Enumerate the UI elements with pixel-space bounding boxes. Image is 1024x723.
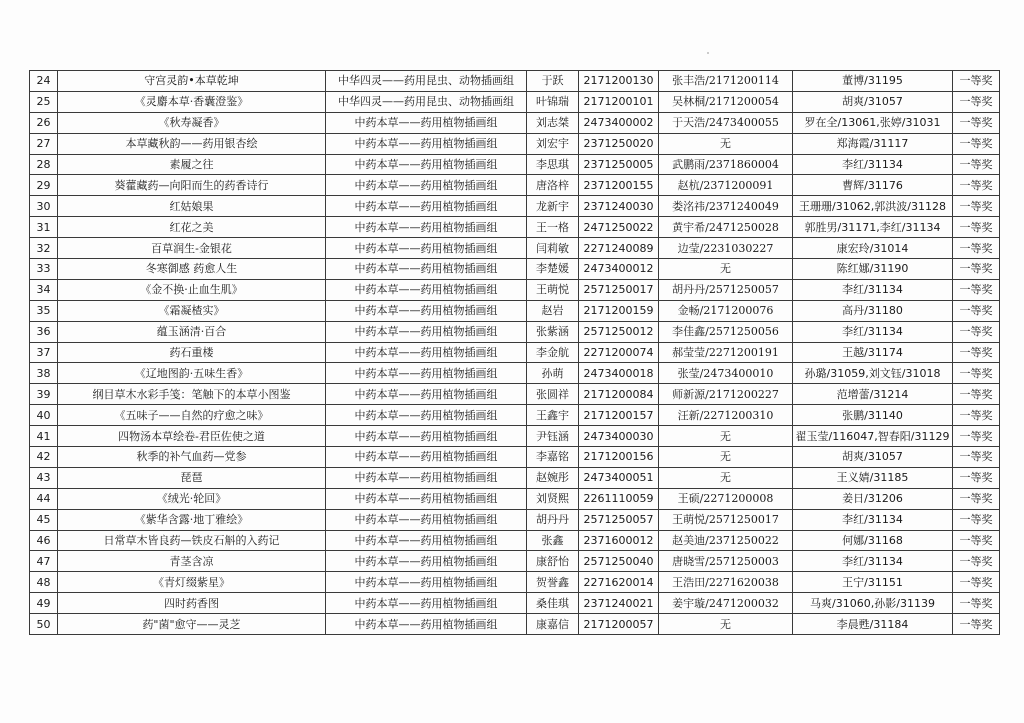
work-title-cell: 四时药香图 xyxy=(58,593,326,614)
work-title-cell: 冬寒御感 药愈人生 xyxy=(58,259,326,280)
work-title-cell: 《秋寿凝香》 xyxy=(58,112,326,133)
category-cell: 中药本草——药用植物插画组 xyxy=(326,196,527,217)
row-number-cell: 49 xyxy=(30,593,58,614)
table-body xyxy=(30,71,1000,635)
award-level-cell: 一等奖 xyxy=(953,238,1000,259)
team-members-cell: 吴林桐/2171200054 xyxy=(659,91,793,112)
award-level-cell: 一等奖 xyxy=(953,363,1000,384)
table-row xyxy=(30,133,1000,154)
team-members-cell: 张莹/2473400010 xyxy=(659,363,793,384)
category-cell: 中药本草——药用植物插画组 xyxy=(326,384,527,405)
student-id-cell: 2271620014 xyxy=(579,572,659,593)
work-title-cell: 琵琶 xyxy=(58,467,326,488)
team-members-cell: 赵杭/2371200091 xyxy=(659,175,793,196)
student-name-cell: 叶锦瑞 xyxy=(527,91,579,112)
student-id-cell: 2571250017 xyxy=(579,279,659,300)
table-row xyxy=(30,363,1000,384)
category-cell: 中药本草——药用植物插画组 xyxy=(326,405,527,426)
work-title-cell: 《辽地图韵·五味生香》 xyxy=(58,363,326,384)
award-level-cell: 一等奖 xyxy=(953,217,1000,238)
work-title-cell: 秋季的补气血药—党参 xyxy=(58,447,326,468)
advisor-cell: 高丹/31180 xyxy=(793,300,953,321)
student-name-cell: 孙萌 xyxy=(527,363,579,384)
work-title-cell: 四物汤本草绘卷-君臣佐使之道 xyxy=(58,426,326,447)
award-level-cell: 一等奖 xyxy=(953,467,1000,488)
award-level-cell: 一等奖 xyxy=(953,91,1000,112)
student-id-cell: 2571250040 xyxy=(579,551,659,572)
team-members-cell: 王萌悦/2571250017 xyxy=(659,509,793,530)
row-number-cell: 36 xyxy=(30,321,58,342)
student-id-cell: 2371250020 xyxy=(579,133,659,154)
work-title-cell: 日常草木皆良药—铁皮石斛的入药记 xyxy=(58,530,326,551)
advisor-cell: 孙璐/31059,刘文钰/31018 xyxy=(793,363,953,384)
student-id-cell: 2473400002 xyxy=(579,112,659,133)
table-row xyxy=(30,238,1000,259)
category-cell: 中药本草——药用植物插画组 xyxy=(326,488,527,509)
student-name-cell: 刘贤熙 xyxy=(527,488,579,509)
student-name-cell: 康舒怡 xyxy=(527,551,579,572)
award-level-cell: 一等奖 xyxy=(953,196,1000,217)
student-name-cell: 龙新宇 xyxy=(527,196,579,217)
award-level-cell: 一等奖 xyxy=(953,154,1000,175)
advisor-cell: 董博/31195 xyxy=(793,71,953,92)
row-number-cell: 25 xyxy=(30,91,58,112)
work-title-cell: 《绒光·轮回》 xyxy=(58,488,326,509)
team-members-cell: 郝莹莹/2271200191 xyxy=(659,342,793,363)
table-row xyxy=(30,426,1000,447)
student-name-cell: 李嘉铭 xyxy=(527,447,579,468)
team-members-cell: 唐晓雪/2571250003 xyxy=(659,551,793,572)
advisor-cell: 王义婧/31185 xyxy=(793,467,953,488)
advisor-cell: 姜日/31206 xyxy=(793,488,953,509)
team-members-cell: 张丰浩/2171200114 xyxy=(659,71,793,92)
student-name-cell: 闫莉敏 xyxy=(527,238,579,259)
advisor-cell: 范增蕾/31214 xyxy=(793,384,953,405)
advisor-cell: 何娜/31168 xyxy=(793,530,953,551)
student-name-cell: 尹钰涵 xyxy=(527,426,579,447)
row-number-cell: 31 xyxy=(30,217,58,238)
advisor-cell: 曹辉/31176 xyxy=(793,175,953,196)
row-number-cell: 38 xyxy=(30,363,58,384)
student-id-cell: 2371200155 xyxy=(579,175,659,196)
work-title-cell: 本草藏秋韵——药用银杏绘 xyxy=(58,133,326,154)
advisor-cell: 张鹏/31140 xyxy=(793,405,953,426)
student-name-cell: 王一格 xyxy=(527,217,579,238)
team-members-cell: 汪新/2271200310 xyxy=(659,405,793,426)
category-cell: 中药本草——药用植物插画组 xyxy=(326,217,527,238)
advisor-cell: 王越/31174 xyxy=(793,342,953,363)
student-name-cell: 刘志桀 xyxy=(527,112,579,133)
award-level-cell: 一等奖 xyxy=(953,384,1000,405)
student-name-cell: 张鑫 xyxy=(527,530,579,551)
work-title-cell: 《紫华含露·地丁雅绘》 xyxy=(58,509,326,530)
row-number-cell: 42 xyxy=(30,447,58,468)
category-cell: 中药本草——药用植物插画组 xyxy=(326,238,527,259)
table-row xyxy=(30,530,1000,551)
row-number-cell: 37 xyxy=(30,342,58,363)
advisor-cell: 胡爽/31057 xyxy=(793,91,953,112)
award-level-cell: 一等奖 xyxy=(953,321,1000,342)
work-title-cell: 纲目草木水彩手笺：笔触下的本草小图鉴 xyxy=(58,384,326,405)
work-title-cell: 红姑娘果 xyxy=(58,196,326,217)
team-members-cell: 赵美迪/2371250022 xyxy=(659,530,793,551)
category-cell: 中药本草——药用植物插画组 xyxy=(326,112,527,133)
row-number-cell: 45 xyxy=(30,509,58,530)
advisor-cell: 马爽/31060,孙影/31139 xyxy=(793,593,953,614)
award-level-cell: 一等奖 xyxy=(953,300,1000,321)
row-number-cell: 28 xyxy=(30,154,58,175)
work-title-cell: 百草润生-金银花 xyxy=(58,238,326,259)
advisor-cell: 李红/31134 xyxy=(793,321,953,342)
student-id-cell: 2473400018 xyxy=(579,363,659,384)
advisor-cell: 李红/31134 xyxy=(793,509,953,530)
team-members-cell: 王硕/2271200008 xyxy=(659,488,793,509)
row-number-cell: 29 xyxy=(30,175,58,196)
student-id-cell: 2261110059 xyxy=(579,488,659,509)
team-members-cell: 黄宇希/2471250028 xyxy=(659,217,793,238)
table-row xyxy=(30,112,1000,133)
work-title-cell: 素履之往 xyxy=(58,154,326,175)
award-level-cell: 一等奖 xyxy=(953,426,1000,447)
student-name-cell: 李金航 xyxy=(527,342,579,363)
student-name-cell: 赵岩 xyxy=(527,300,579,321)
table-row xyxy=(30,175,1000,196)
award-level-cell: 一等奖 xyxy=(953,488,1000,509)
work-title-cell: 药石重楼 xyxy=(58,342,326,363)
student-name-cell: 唐洛梓 xyxy=(527,175,579,196)
team-members-cell: 无 xyxy=(659,614,793,635)
row-number-cell: 26 xyxy=(30,112,58,133)
table-row xyxy=(30,614,1000,635)
student-name-cell: 张圆祥 xyxy=(527,384,579,405)
category-cell: 中药本草——药用植物插画组 xyxy=(326,342,527,363)
category-cell: 中药本草——药用植物插画组 xyxy=(326,614,527,635)
award-level-cell: 一等奖 xyxy=(953,551,1000,572)
work-title-cell: 《金不换·止血生肌》 xyxy=(58,279,326,300)
award-level-cell: 一等奖 xyxy=(953,342,1000,363)
award-level-cell: 一等奖 xyxy=(953,614,1000,635)
row-number-cell: 32 xyxy=(30,238,58,259)
category-cell: 中药本草——药用植物插画组 xyxy=(326,133,527,154)
student-id-cell: 2171200057 xyxy=(579,614,659,635)
student-name-cell: 刘宏宇 xyxy=(527,133,579,154)
student-id-cell: 2371240021 xyxy=(579,593,659,614)
category-cell: 中药本草——药用植物插画组 xyxy=(326,154,527,175)
student-name-cell: 王萌悦 xyxy=(527,279,579,300)
row-number-cell: 34 xyxy=(30,279,58,300)
team-members-cell: 师新源/2171200227 xyxy=(659,384,793,405)
student-id-cell: 2171200101 xyxy=(579,91,659,112)
category-cell: 中华四灵——药用昆虫、动物插画组 xyxy=(326,71,527,92)
student-id-cell: 2371250005 xyxy=(579,154,659,175)
advisor-cell: 康宏玲/31014 xyxy=(793,238,953,259)
row-number-cell: 27 xyxy=(30,133,58,154)
team-members-cell: 无 xyxy=(659,133,793,154)
row-number-cell: 30 xyxy=(30,196,58,217)
table-row xyxy=(30,259,1000,280)
work-title-cell: 红花之美 xyxy=(58,217,326,238)
category-cell: 中药本草——药用植物插画组 xyxy=(326,279,527,300)
table-row xyxy=(30,447,1000,468)
team-members-cell: 武鹏雨/2371860004 xyxy=(659,154,793,175)
table-row xyxy=(30,572,1000,593)
student-name-cell: 于跃 xyxy=(527,71,579,92)
category-cell: 中药本草——药用植物插画组 xyxy=(326,300,527,321)
category-cell: 中药本草——药用植物插画组 xyxy=(326,426,527,447)
advisor-cell: 胡爽/31057 xyxy=(793,447,953,468)
award-level-cell: 一等奖 xyxy=(953,530,1000,551)
team-members-cell: 无 xyxy=(659,259,793,280)
advisor-cell: 郭胜男/31171,李红/31134 xyxy=(793,217,953,238)
team-members-cell: 无 xyxy=(659,467,793,488)
work-title-cell: 《五味子——自然的疗愈之味》 xyxy=(58,405,326,426)
award-table xyxy=(29,70,1000,635)
advisor-cell: 郑海霞/31117 xyxy=(793,133,953,154)
table-row xyxy=(30,154,1000,175)
table-row xyxy=(30,71,1000,92)
category-cell: 中药本草——药用植物插画组 xyxy=(326,530,527,551)
team-members-cell: 李佳鑫/2571250056 xyxy=(659,321,793,342)
team-members-cell: 无 xyxy=(659,447,793,468)
category-cell: 中药本草——药用植物插画组 xyxy=(326,363,527,384)
award-level-cell: 一等奖 xyxy=(953,112,1000,133)
award-level-cell: 一等奖 xyxy=(953,175,1000,196)
award-level-cell: 一等奖 xyxy=(953,259,1000,280)
student-name-cell: 王鑫宇 xyxy=(527,405,579,426)
student-id-cell: 2171200159 xyxy=(579,300,659,321)
advisor-cell: 陈红娜/31190 xyxy=(793,259,953,280)
row-number-cell: 41 xyxy=(30,426,58,447)
award-level-cell: 一等奖 xyxy=(953,447,1000,468)
team-members-cell: 胡丹丹/2571250057 xyxy=(659,279,793,300)
table-row xyxy=(30,488,1000,509)
award-level-cell: 一等奖 xyxy=(953,593,1000,614)
category-cell: 中药本草——药用植物插画组 xyxy=(326,259,527,280)
award-level-cell: 一等奖 xyxy=(953,405,1000,426)
student-name-cell: 李楚媛 xyxy=(527,259,579,280)
table-row xyxy=(30,342,1000,363)
work-title-cell: 青茎含凉 xyxy=(58,551,326,572)
award-level-cell: 一等奖 xyxy=(953,509,1000,530)
student-id-cell: 2473400051 xyxy=(579,467,659,488)
table-row xyxy=(30,467,1000,488)
student-name-cell: 桑佳琪 xyxy=(527,593,579,614)
row-number-cell: 40 xyxy=(30,405,58,426)
student-id-cell: 2171200084 xyxy=(579,384,659,405)
row-number-cell: 50 xyxy=(30,614,58,635)
table-row xyxy=(30,384,1000,405)
row-number-cell: 24 xyxy=(30,71,58,92)
category-cell: 中药本草——药用植物插画组 xyxy=(326,572,527,593)
student-name-cell: 胡丹丹 xyxy=(527,509,579,530)
team-members-cell: 无 xyxy=(659,426,793,447)
table-row xyxy=(30,509,1000,530)
student-id-cell: 2171200156 xyxy=(579,447,659,468)
table-row xyxy=(30,405,1000,426)
advisor-cell: 罗在全/13061,张婷/31031 xyxy=(793,112,953,133)
student-id-cell: 2473400030 xyxy=(579,426,659,447)
row-number-cell: 46 xyxy=(30,530,58,551)
category-cell: 中华四灵——药用昆虫、动物插画组 xyxy=(326,91,527,112)
scan-speck xyxy=(707,52,709,54)
category-cell: 中药本草——药用植物插画组 xyxy=(326,175,527,196)
team-members-cell: 边莹/2231030227 xyxy=(659,238,793,259)
team-members-cell: 王浩田/2271620038 xyxy=(659,572,793,593)
category-cell: 中药本草——药用植物插画组 xyxy=(326,447,527,468)
row-number-cell: 33 xyxy=(30,259,58,280)
advisor-cell: 李晨甦/31184 xyxy=(793,614,953,635)
student-id-cell: 2471250022 xyxy=(579,217,659,238)
row-number-cell: 44 xyxy=(30,488,58,509)
student-name-cell: 张紫涵 xyxy=(527,321,579,342)
row-number-cell: 47 xyxy=(30,551,58,572)
work-title-cell: 守宫灵韵•本草乾坤 xyxy=(58,71,326,92)
table-row xyxy=(30,551,1000,572)
student-id-cell: 2371240030 xyxy=(579,196,659,217)
row-number-cell: 48 xyxy=(30,572,58,593)
table-row xyxy=(30,300,1000,321)
advisor-cell: 王珊珊/31062,郭洪波/31128 xyxy=(793,196,953,217)
table-row xyxy=(30,321,1000,342)
award-level-cell: 一等奖 xyxy=(953,572,1000,593)
team-members-cell: 娄洺祎/2371240049 xyxy=(659,196,793,217)
student-id-cell: 2171200157 xyxy=(579,405,659,426)
category-cell: 中药本草——药用植物插画组 xyxy=(326,551,527,572)
category-cell: 中药本草——药用植物插画组 xyxy=(326,593,527,614)
work-title-cell: 葵藿藏药—向阳而生的药香诗行 xyxy=(58,175,326,196)
student-id-cell: 2571250057 xyxy=(579,509,659,530)
category-cell: 中药本草——药用植物插画组 xyxy=(326,467,527,488)
work-title-cell: 药"菌"愈守——灵芝 xyxy=(58,614,326,635)
student-name-cell: 贺誉鑫 xyxy=(527,572,579,593)
table-row xyxy=(30,217,1000,238)
award-level-cell: 一等奖 xyxy=(953,279,1000,300)
student-name-cell: 康嘉信 xyxy=(527,614,579,635)
table-row xyxy=(30,279,1000,300)
row-number-cell: 43 xyxy=(30,467,58,488)
table-row xyxy=(30,593,1000,614)
work-title-cell: 《霜凝楂实》 xyxy=(58,300,326,321)
student-name-cell: 赵婉彤 xyxy=(527,467,579,488)
work-title-cell: 《青灯缀紫星》 xyxy=(58,572,326,593)
award-level-cell: 一等奖 xyxy=(953,71,1000,92)
student-id-cell: 2571250012 xyxy=(579,321,659,342)
advisor-cell: 李红/31134 xyxy=(793,551,953,572)
work-title-cell: 《灵麝本草·香囊澄鉴》 xyxy=(58,91,326,112)
student-id-cell: 2271200074 xyxy=(579,342,659,363)
advisor-cell: 翟玉莹/116047,智春阳/31129 xyxy=(793,426,953,447)
advisor-cell: 王宁/31151 xyxy=(793,572,953,593)
student-id-cell: 2171200130 xyxy=(579,71,659,92)
award-level-cell: 一等奖 xyxy=(953,133,1000,154)
team-members-cell: 姜宇璇/2471200032 xyxy=(659,593,793,614)
student-id-cell: 2371600012 xyxy=(579,530,659,551)
work-title-cell: 蕴玉涵清·百合 xyxy=(58,321,326,342)
advisor-cell: 李红/31134 xyxy=(793,279,953,300)
row-number-cell: 39 xyxy=(30,384,58,405)
student-name-cell: 李思琪 xyxy=(527,154,579,175)
category-cell: 中药本草——药用植物插画组 xyxy=(326,321,527,342)
student-id-cell: 2473400012 xyxy=(579,259,659,280)
student-id-cell: 2271240089 xyxy=(579,238,659,259)
row-number-cell: 35 xyxy=(30,300,58,321)
team-members-cell: 金畅/2171200076 xyxy=(659,300,793,321)
table-row xyxy=(30,196,1000,217)
category-cell: 中药本草——药用植物插画组 xyxy=(326,509,527,530)
advisor-cell: 李红/31134 xyxy=(793,154,953,175)
team-members-cell: 于天浩/2473400055 xyxy=(659,112,793,133)
table-row xyxy=(30,91,1000,112)
